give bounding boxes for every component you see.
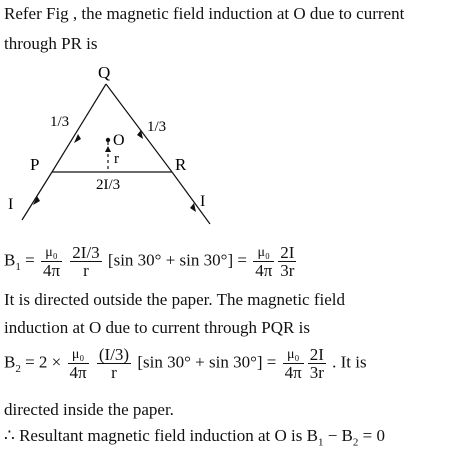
b2-symbol: B	[4, 352, 16, 372]
conclusion-line	[4, 426, 385, 452]
b1-symbol: B	[4, 250, 16, 270]
point-O	[106, 138, 110, 142]
label-QR: 1/3	[147, 119, 167, 135]
arrow-r	[105, 146, 111, 152]
conclusion-sub1: 1	[317, 436, 324, 449]
intro-line-1: Refer Fig , the magnetic field induction at O due to current	[4, 4, 405, 23]
conclusion-sub2: 2	[352, 436, 359, 449]
line-induction: induction at O due to current through PQR is	[4, 318, 310, 337]
label-Q: Q	[98, 63, 111, 82]
b2-multiplier: = 2 ×	[25, 352, 62, 372]
label-r: r	[114, 151, 119, 167]
equation-b2	[4, 346, 367, 381]
equation-b1	[4, 244, 298, 279]
sine-bracket-2: [sin 30° + sin 30°] =	[137, 352, 277, 372]
label-PQ: 1/3	[50, 114, 70, 130]
label-P: P	[30, 155, 40, 174]
label-PR: 2I/3	[96, 177, 121, 193]
fraction-mu-over-4pi-2: $\frac{\text{μ₀}}{4\pi}$	[255, 245, 273, 280]
fraction-mu-over-4pi-4: $\frac{\text{μ₀}}{4\pi}$	[284, 347, 302, 382]
conclusion-prefix: ∴ Resultant magnetic field induction at O is B	[4, 426, 318, 445]
fraction-mu-over-4pi-3: $\frac{\text{μ₀}}{4\pi}$	[69, 347, 87, 382]
intro-line-2: through PR is	[4, 34, 98, 53]
label-I-left: I	[8, 196, 14, 213]
fraction-2i-over-3r-2: $\frac{2I}{3r}$	[309, 345, 324, 382]
b2-tail: . It is	[332, 352, 367, 372]
sine-bracket: [sin 30° + sin 30°] =	[107, 250, 247, 270]
fraction-2i-over-3r: $\frac{2I}{3r}$	[280, 243, 295, 280]
b1-subscript: 1	[15, 260, 21, 273]
fraction-i3-over-r: $\frac{(I/3)}{r}$	[98, 345, 130, 382]
fraction-2i3-over-r: $\frac{2I/3}{r}$	[72, 243, 100, 280]
b2-subscript: 2	[15, 362, 21, 375]
conclusion-minus: − B	[323, 426, 353, 445]
line-inside: directed inside the paper.	[4, 400, 174, 419]
label-I-right: I	[200, 193, 206, 210]
label-R: R	[175, 155, 187, 174]
line-outside: It is directed outside the paper. The magnetic field	[4, 290, 345, 309]
label-O: O	[113, 132, 125, 149]
fraction-mu-over-4pi: $\frac{\text{μ₀}}{4\pi}$	[42, 245, 61, 280]
conclusion-suffix: = 0	[358, 426, 385, 445]
b1-equals: =	[25, 250, 35, 270]
